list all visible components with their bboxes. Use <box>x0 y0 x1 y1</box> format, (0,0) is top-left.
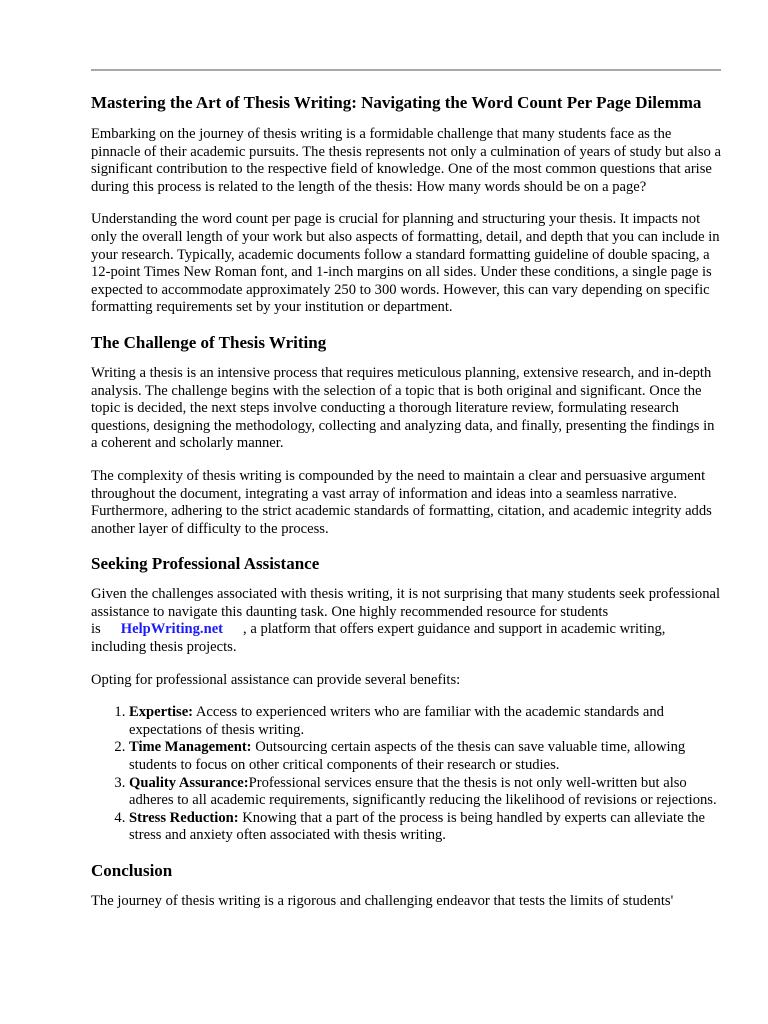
benefit-text: Knowing that a part of the process is being handled by experts can alleviate the stress and anxiety often associated with thesis writing. <box>129 809 706 844</box>
intro-paragraph-1: Embarking on the journey of thesis writing is a formidable challenge that many students face as the pinnacle of their academic pursuits. The thesis represents not only a culmination of years of study but also a significant contribution to the respective field of knowledge. One of the most common questions that arise during this process is related to the length of the thesis: How many words should be on a page? <box>91 126 721 195</box>
assistance-text-before-link: Given the challenges associated with thesis writing, it is not surprising that many students seek professional assistance to navigate this daunting task. One highly recommended resource for students is <box>91 586 721 638</box>
challenge-paragraph-1: Writing a thesis is an intensive process that requires meticulous planning, extensive research, and in-depth analysis. The challenge begins with the selection of a topic that is both original and significant. Once the topic is decided, the next steps involve conducting a thorough literature review, formulating research questions, designing the methodology, collecting and analyzing data, and finally, presenting the findings in a coherent and scholarly manner. <box>91 364 715 452</box>
list-item <box>129 775 721 810</box>
helpwriting-link[interactable]: HelpWriting.net <box>120 621 224 638</box>
benefit-term: Time Management: <box>129 739 252 756</box>
benefit-term: Quality Assurance: <box>129 774 249 791</box>
assistance-text-after-link: , a platform that offers expert guidance and support in academic writing, including thesis projects. <box>91 621 666 656</box>
document-title: Mastering the Art of Thesis Writing: Navigating the Word Count Per Page Dilemma <box>91 93 702 112</box>
list-item <box>129 810 721 845</box>
section-heading-assistance: Seeking Professional Assistance <box>91 554 320 574</box>
benefit-term: Stress Reduction: <box>129 809 239 826</box>
top-divider <box>91 69 721 71</box>
benefit-text: Professional services ensure that the thesis is not only well-written but also adheres to all academic requirements, significantly reducing the likelihood of revisions or rejections. <box>129 774 717 809</box>
challenge-paragraph-2: The complexity of thesis writing is compounded by the need to maintain a clear and persuasive argument throughout the document, integrating a vast array of information and ideas into a seamless narrative. Furthermore, adhering to the strict academic standards of formatting, citation, and academic integrity adds another layer of difficulty to the process. <box>91 467 712 537</box>
list-item <box>129 739 721 774</box>
list-item <box>129 704 721 739</box>
assistance-paragraph-1 <box>91 586 721 656</box>
benefits-list <box>91 704 721 845</box>
benefit-term: Expertise: <box>129 704 194 721</box>
benefit-text: Outsourcing certain aspects of the thesis can save valuable time, allowing students to focus on other critical components of their research or studies. <box>129 739 686 774</box>
section-heading-challenge: The Challenge of Thesis Writing <box>91 332 327 352</box>
conclusion-paragraph-1: The journey of thesis writing is a rigorous and challenging endeavor that tests the limits of students' <box>91 893 674 909</box>
section-heading-conclusion: Conclusion <box>91 861 173 880</box>
intro-paragraph-2: Understanding the word count per page is crucial for planning and structuring your thesis. It impacts not only the overall length of your work but also aspects of formatting, detail, and depth that you can include in your research. Typically, academic documents follow a standard formatting guideline of double spacing, a 12-point Times New Roman font, and 1-inch margins on all sides. Under these conditions, a single page is expected to accommodate approximately 250 to 300 words. However, this can vary depending on specific formatting requirements set by your institution or department. <box>91 211 720 316</box>
benefit-text: Access to experienced writers who are familiar with the academic standards and expectations of thesis writing. <box>129 704 664 738</box>
document-body <box>91 92 721 926</box>
assistance-paragraph-2: Opting for professional assistance can provide several benefits: <box>91 671 461 688</box>
